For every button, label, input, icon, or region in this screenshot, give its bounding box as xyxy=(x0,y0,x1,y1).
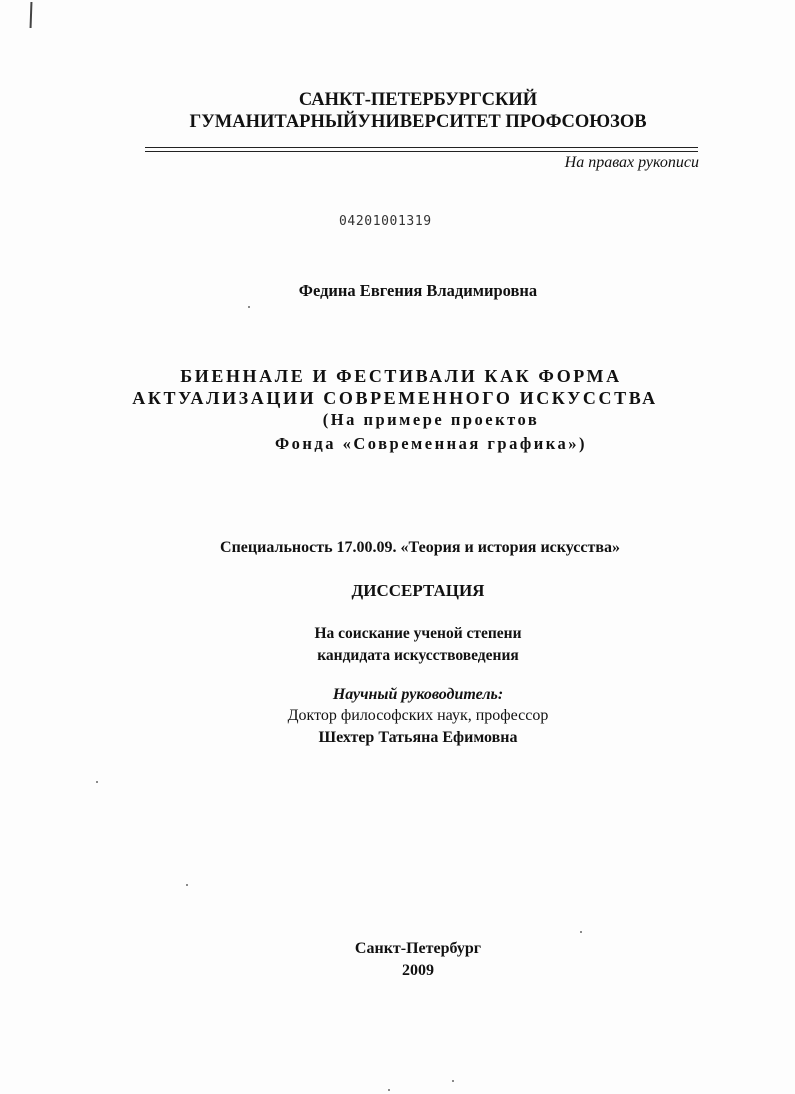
specialty: Специальность 17.00.09. «Теория и история искусства» xyxy=(220,539,620,556)
scan-speck xyxy=(248,306,250,308)
title-line-1: БИЕННАЛЕ И ФЕСТИВАЛИ КАК ФОРМА xyxy=(180,366,622,386)
supervisor-name: Шехтер Татьяна Ефимовна xyxy=(318,729,518,746)
institution-line-2: ГУМАНИТАРНЫЙУНИВЕРСИТЕТ ПРОФСОЮЗОВ xyxy=(189,112,647,132)
document-type: ДИССЕРТАЦИЯ xyxy=(351,581,485,600)
degree-line-2: кандидата искусствоведения xyxy=(317,647,519,664)
title-line-3: (На примере проектов xyxy=(322,410,540,429)
scan-speck xyxy=(452,1080,454,1082)
city: Санкт-Петербург xyxy=(354,940,482,957)
scan-speck xyxy=(388,1089,390,1091)
supervisor-credentials: Доктор философских наук, профессор xyxy=(287,707,549,724)
year: 2009 xyxy=(402,962,434,979)
catalog-code: 04201001319 xyxy=(339,214,432,229)
scan-speck xyxy=(580,931,582,933)
title-line-4: Фонда «Современная графика») xyxy=(274,434,588,453)
supervisor-label: Научный руководитель: xyxy=(332,686,504,703)
institution-line-1: САНКТ-ПЕТЕРБУРГСКИЙ xyxy=(298,90,538,110)
scan-margin-mark xyxy=(30,2,32,28)
scan-speck xyxy=(96,781,98,783)
title-line-2: АКТУАЛИЗАЦИИ СОВРЕМЕННОГО ИСКУССТВА xyxy=(132,388,658,408)
degree-line-1: На соискание ученой степени xyxy=(314,625,522,642)
author-name: Федина Евгения Владимировна xyxy=(298,281,538,300)
manuscript-note: На правах рукописи xyxy=(564,154,699,171)
header-rule-top xyxy=(145,147,698,148)
scan-speck xyxy=(186,884,188,886)
